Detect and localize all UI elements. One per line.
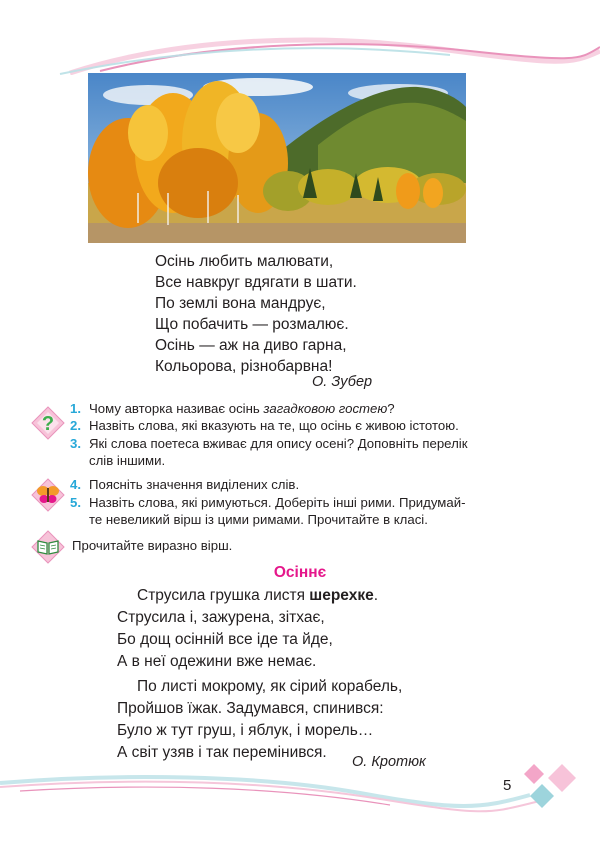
poem-line: По землі вона мандрує, bbox=[155, 295, 326, 312]
question-number: 1. bbox=[70, 401, 81, 416]
question-number: 5. bbox=[70, 495, 81, 510]
page-number: 5 bbox=[503, 777, 512, 794]
poem-2-line: По листі мокрому, як сірий корабель, bbox=[137, 678, 403, 695]
read-aloud-instruction: Прочитайте виразно вірш. bbox=[72, 538, 233, 553]
question-2 bbox=[70, 417, 540, 434]
poem-2-line: Струсила грушка листя шерехке. bbox=[137, 587, 379, 604]
poem-2-line: Бо дощ осінній все іде та йде, bbox=[117, 631, 333, 648]
question-number: 2. bbox=[70, 418, 81, 433]
poem-2-line: Пройшов їжак. Задумався, спинився: bbox=[117, 700, 384, 717]
question-1 bbox=[70, 400, 540, 417]
poem-1-author: О. Зубер bbox=[312, 374, 373, 390]
poem-line: Осінь любить малювати, bbox=[155, 253, 334, 270]
open-book-diamond-icon bbox=[31, 530, 65, 564]
bottom-wave-decoration bbox=[0, 765, 600, 825]
poem-2-author: О. Кротюк bbox=[352, 754, 426, 770]
question-text: Чому авторка називає осінь загадковою гостею? bbox=[89, 401, 395, 416]
poem-2-line: А світ узяв і так перемінився. bbox=[117, 744, 327, 761]
question-number: 4. bbox=[70, 477, 81, 492]
question-text: Назвіть слова, які римуються. Доберіть інші рими. Придумай- bbox=[89, 495, 466, 510]
poem-2-line: Було ж тут груш, і яблук, і морель… bbox=[117, 722, 374, 739]
svg-text:?: ? bbox=[41, 413, 55, 435]
question-text-continued: те невеликий вірш із цими римами. Прочитайте в класі. bbox=[89, 512, 428, 527]
question-3 bbox=[70, 435, 540, 469]
question-5 bbox=[70, 494, 540, 528]
top-wave-decoration bbox=[0, 25, 600, 75]
poem-line: Що побачить — розмалює. bbox=[155, 316, 349, 333]
question-diamond-icon bbox=[31, 406, 65, 440]
poem-line: Осінь — аж на диво гарна, bbox=[155, 337, 347, 354]
autumn-forest-photo bbox=[88, 73, 466, 243]
question-text-continued: слів іншими. bbox=[89, 453, 166, 468]
corner-diamonds-decoration bbox=[520, 762, 580, 810]
question-text: Які слова поетеса вживає для опису осені? Доповніть перелік bbox=[89, 436, 468, 451]
butterfly-diamond-icon bbox=[31, 478, 65, 512]
question-text: Поясніть значення виділених слів. bbox=[89, 477, 300, 492]
poem-2-line: Струсила і, зажурена, зітхає, bbox=[117, 609, 325, 626]
poem-2-line: А в неї одежини вже немає. bbox=[117, 653, 317, 670]
poem-line: Все навкруг вдягати в шати. bbox=[155, 274, 357, 291]
question-number: 3. bbox=[70, 436, 81, 451]
question-4 bbox=[70, 476, 540, 493]
poem-line: Кольорова, різнобарвна! bbox=[155, 358, 333, 375]
poem-2-title: Осіннє bbox=[273, 564, 327, 581]
question-text: Назвіть слова, які вказують на те, що осінь є живою істотою. bbox=[89, 418, 459, 433]
poem-1 bbox=[155, 251, 357, 377]
